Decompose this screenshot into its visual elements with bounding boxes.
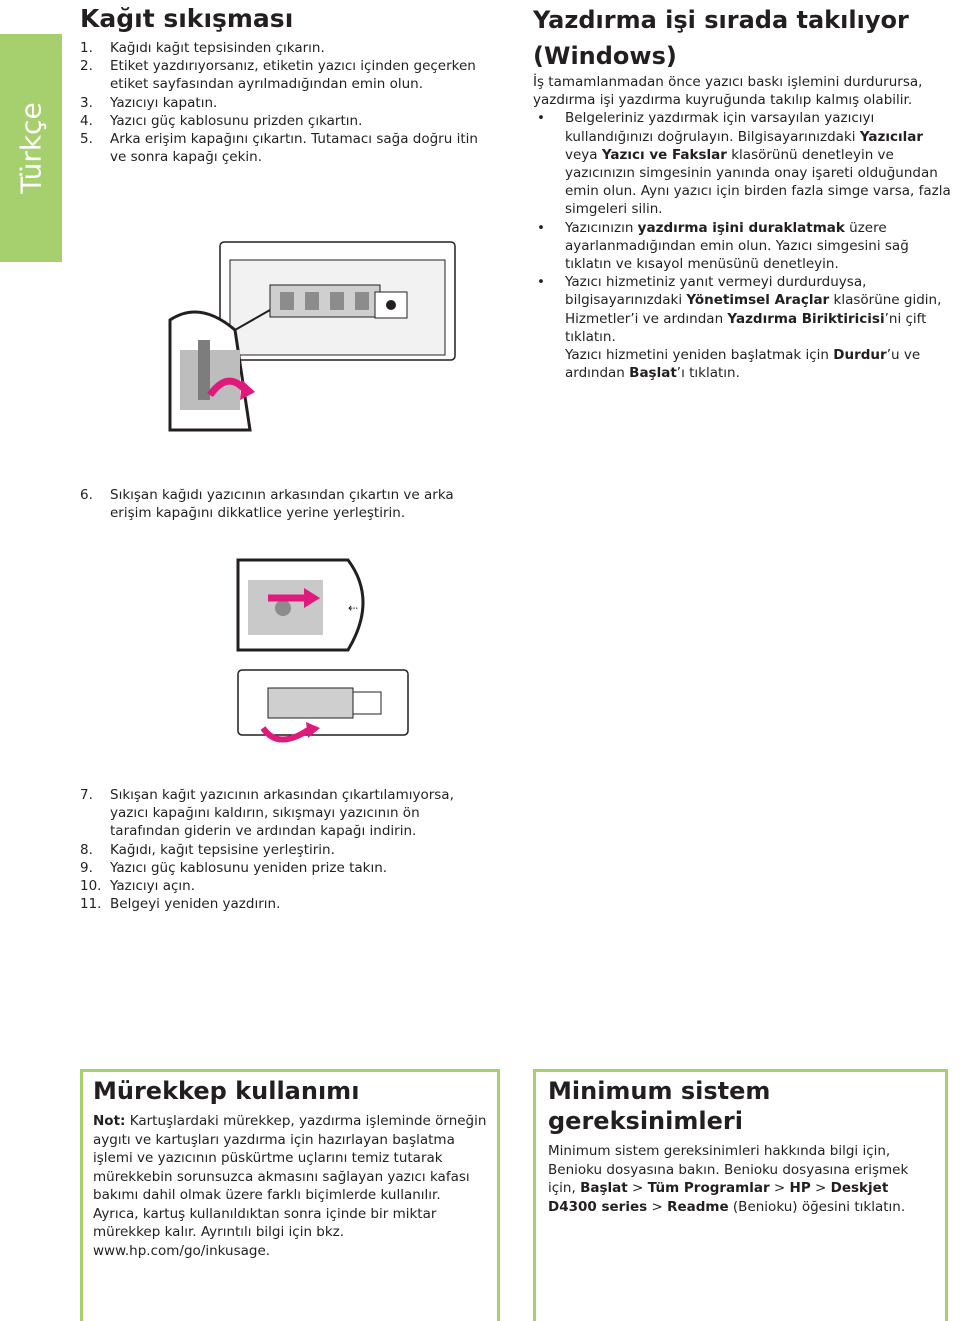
printer-rear-door-removal-illustration	[160, 240, 460, 440]
restart-service-text: Yazıcı hizmetini yeniden başlatmak için Durdur’u ve ardından Başlat’ı tıklatın.	[565, 347, 921, 382]
step-item: 2. Etiket yazdırıyorsanız, etiketin yazıcı içinden geçerken etiket sayfasından ayrılmadığından emin olun.	[80, 58, 476, 93]
steps-list-bottom	[80, 786, 480, 913]
step-item: 9. Yazıcı güç kablosunu yeniden prize takın.	[80, 859, 388, 876]
paper-jam-title: Kağıt sıkışması	[80, 4, 294, 33]
stuck-job-body	[533, 73, 955, 382]
ink-usage-title: Mürekkep kullanımı	[93, 1077, 360, 1105]
language-tab	[0, 34, 62, 262]
system-requirements-box	[533, 1069, 948, 1321]
stuck-job-title-line-2: (Windows)	[533, 42, 677, 70]
language-tab-label: Türkçe	[14, 102, 48, 194]
list-item: • Belgeleriniz yazdırmak için varsayılan yazıcıyı kullandığınızı doğrulayın. Bilgisayarınızdaki Yazıcılar veya Yazıcı ve Fakslar klasörünü denetleyin ve yazıcınızın simgesinin yanında onay işareti olduğundan emin olun. Aynı yazıcı için birden fazla simge varsa, fazla simgeleri silin.	[537, 110, 951, 218]
step-item: 1. Kağıdı kağıt tepsisinden çıkarın.	[80, 40, 325, 56]
printer-rear-door-reinsert-illustration	[228, 550, 418, 750]
list-item: • Yazıcınızın yazdırma işini duraklatmak üzere ayarlanmadığından emin olun. Yazıcı simgesini sağ tıklatın ve kısayol menüsünü denetleyin.	[537, 219, 909, 273]
ink-usage-box	[80, 1069, 500, 1321]
ink-usage-note: Not: Kartuşlardaki mürekkep, yazdırma işleminde örneğin aygıtı ve kartuşları yazdırma için hazırlayan başlatma işlemi ve yazıcının püskürtme uçlarını temiz tutarak mürekkebin sorunsuzca akmasını sağlayan yazıcı kafası bakımı dahil olmak üzere farklı biçimlerde kullanılır. Ayrıca, kartuş kullanıldıktan sonra içinde bir miktar mürekkep kalır. Ayrıntılı bilgi için bkz. www.hp.com/go/inkusage.	[93, 1113, 487, 1259]
steps-list-middle	[80, 486, 480, 522]
step-item: 6. Sıkışan kağıdı yazıcının arkasından çıkartın ve arka erişim kapağını dikkatlice yerine yerleştirin.	[80, 487, 454, 522]
stuck-job-intro: İş tamamlanmadan önce yazıcı baskı işlemini durdurursa, yazdırma işi yazdırma kuyruğunda takılıp kalmış olabilir.	[533, 74, 923, 109]
step-item: 5. Arka erişim kapağını çıkartın. Tutamacı sağa doğru itin ve sonra kapağı çekin.	[80, 131, 478, 166]
stuck-job-title-line-1: Yazdırma işi sırada takılıyor	[533, 6, 909, 34]
list-item: • Yazıcı hizmetiniz yanıt vermeyi durdurduysa, bilgisayarınızdaki Yönetimsel Araçlar klasörüne gidin, Hizmetler’i ve ardından Yazdırma Biriktiricisi’ni çift tıklatın.	[537, 274, 942, 345]
step-item: 10. Yazıcıyı açın.	[80, 878, 195, 895]
step-item: 3. Yazıcıyı kapatın.	[80, 94, 218, 111]
step-item: 8. Kağıdı, kağıt tepsisine yerleştirin.	[80, 841, 335, 858]
step-item: 7. Sıkışan kağıt yazıcının arkasından çıkartılamıyorsa, yazıcı kapağını kaldırın, sıkışmayı yazıcının ön tarafından giderin ve ardından kapağı indirin.	[80, 787, 454, 840]
stuck-job-title	[533, 2, 943, 74]
system-requirements-title: Minimum sistem gereksinimleri	[548, 1077, 771, 1135]
step-item: 4. Yazıcı güç kablosunu prizden çıkartın.	[80, 112, 363, 129]
steps-list-top	[80, 39, 480, 166]
svg-text:⇠: ⇠	[348, 601, 359, 615]
system-requirements-text: Minimum sistem gereksinimleri hakkında bilgi için, Benioku dosyasına bakın. Benioku dosyasına erişmek için, Başlat > Tüm Programlar > HP > Deskjet D4300 series > Readme (Benioku) öğesini tıklatın.	[548, 1143, 909, 1215]
step-item: 11. Belgeyi yeniden yazdırın.	[80, 896, 281, 913]
stuck-job-bullets	[533, 109, 955, 346]
